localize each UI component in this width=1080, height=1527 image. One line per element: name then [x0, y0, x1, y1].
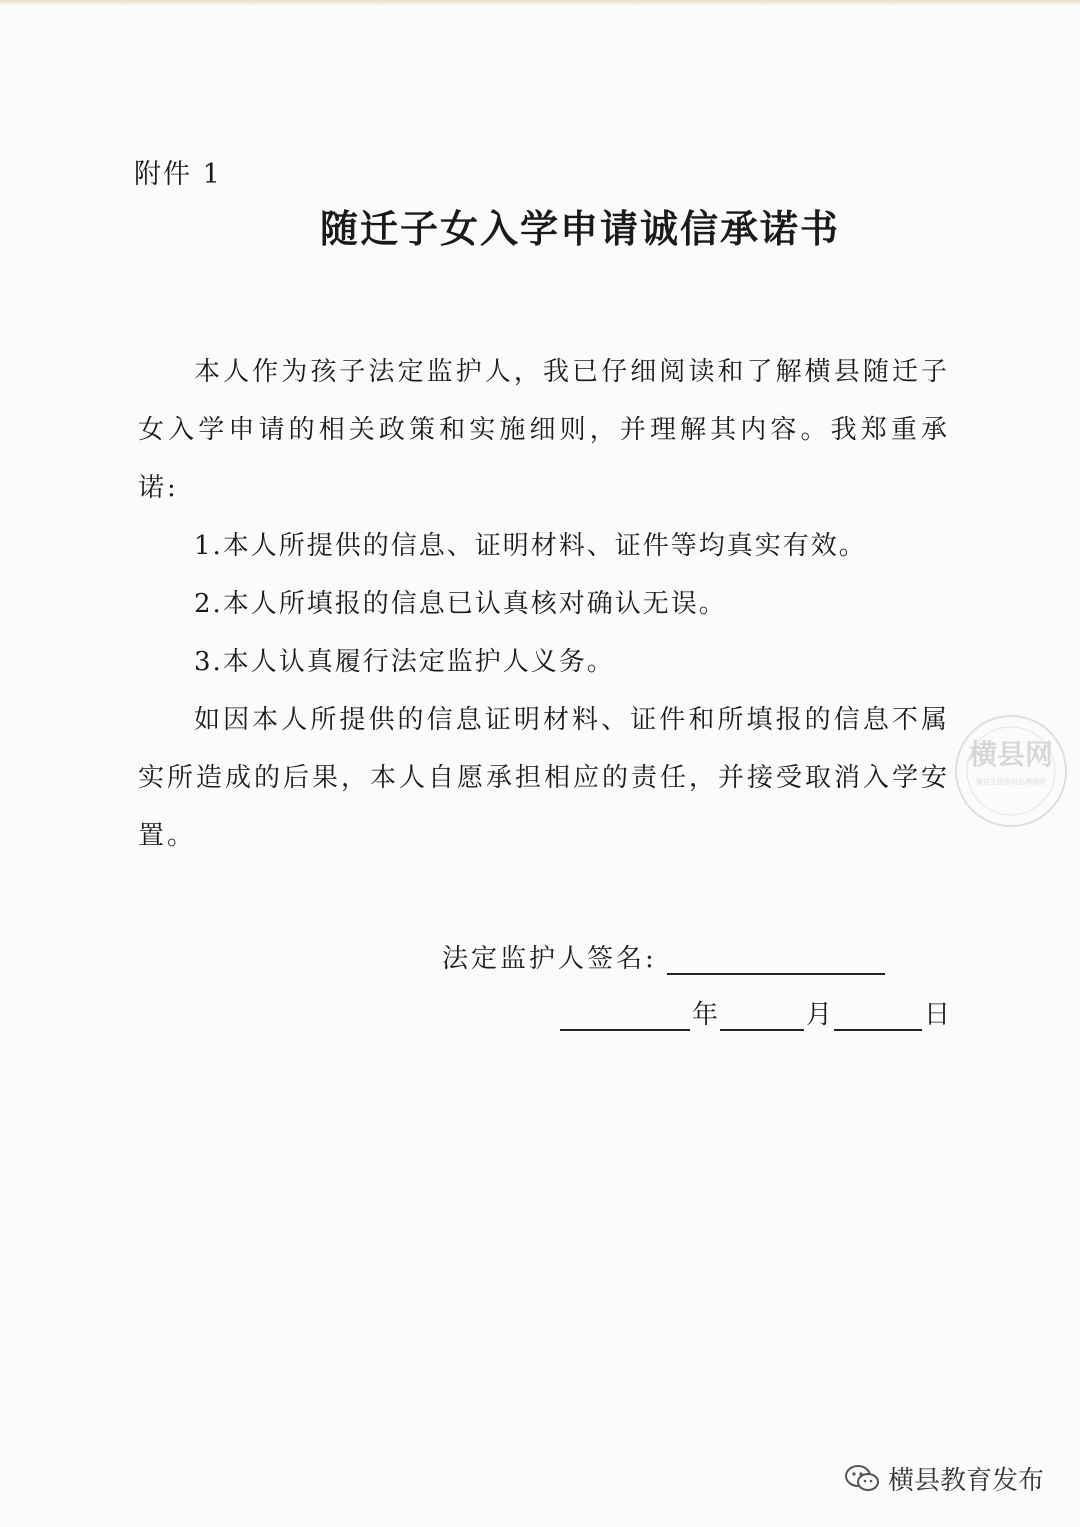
promise-item-2: 2.本人所填报的信息已认真核对确认无误。	[194, 589, 727, 619]
date-row	[560, 994, 952, 1031]
wechat-icon	[844, 1464, 880, 1494]
intro-paragraph: 本人作为孩子法定监护人，我已仔细阅读和了解横县随迁子女入学申请的相关政策和实施细则，并理解其内容。我郑重承诺:	[138, 357, 950, 503]
day-label: 日	[924, 1000, 951, 1030]
attachment-label: 附件 1	[134, 159, 222, 190]
month-label: 月	[806, 1000, 833, 1030]
year-field[interactable]	[560, 999, 690, 1031]
seal-subtext: 横县生活资讯品牌网站	[976, 778, 1046, 786]
footer-source-text: 横县教育发布	[888, 1466, 1045, 1496]
seal-text: 横县网	[968, 738, 1054, 771]
closing-paragraph: 如因本人所提供的信息证明材料、证件和所填报的信息不属实所造成的后果，本人自愿承担相应的责任，并接受取消入学安置。	[138, 705, 951, 851]
signature-field[interactable]	[667, 945, 885, 975]
watermark-seal	[952, 712, 1070, 830]
document-title: 随迁子女入学申请诚信承诺书	[319, 206, 840, 251]
year-label: 年	[692, 1000, 719, 1030]
footer-source	[844, 1460, 1044, 1497]
paper-edge	[0, 0, 1080, 6]
promise-item-1: 1.本人所提供的信息、证明材料、证件等均真实有效。	[194, 531, 867, 561]
signature-label: 法定监护人签名:	[442, 944, 657, 974]
day-field[interactable]	[834, 999, 922, 1031]
month-field[interactable]	[720, 999, 804, 1031]
document-body	[138, 343, 950, 865]
signature-row	[442, 938, 885, 975]
promise-item-3: 3.本人认真履行法定监护人义务。	[194, 647, 615, 677]
